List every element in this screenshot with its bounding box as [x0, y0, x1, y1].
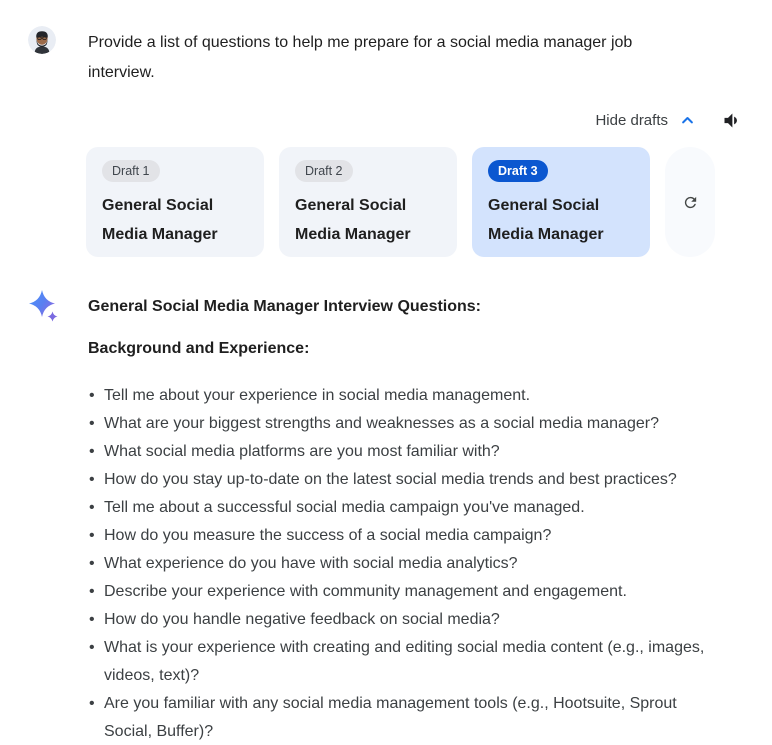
- response-heading: General Social Media Manager Interview Questions:: [88, 298, 482, 315]
- hide-drafts-toggle[interactable]: [595, 112, 695, 129]
- draft-badge: Draft 2: [295, 160, 353, 182]
- question-item: • What social media platforms are you most familiar with?: [88, 438, 710, 466]
- regenerate-drafts-button[interactable]: [665, 147, 715, 257]
- hide-drafts-label: Hide drafts: [595, 112, 668, 129]
- user-avatar-image: [28, 26, 56, 54]
- question-item: • How do you handle negative feedback on social media?: [88, 606, 710, 634]
- user-message: [0, 0, 772, 88]
- question-item: • How do you stay up-to-date on the latest social media trends and best practices?: [88, 466, 710, 494]
- refresh-icon: [682, 194, 699, 211]
- speaker-icon: [721, 110, 742, 131]
- draft-badge: Draft 3: [488, 160, 548, 182]
- question-item: • What are your biggest strengths and weaknesses as a social media manager?: [88, 410, 710, 438]
- gemini-sparkle-icon: [26, 287, 62, 745]
- draft-card-1[interactable]: [86, 147, 264, 257]
- question-item: • Tell me about a successful social media campaign you've managed.: [88, 494, 710, 522]
- response-content: [88, 287, 710, 745]
- draft-title: General Social Media Manager: [295, 197, 411, 243]
- model-response: [0, 287, 772, 745]
- response-subheading: Background and Experience:: [88, 340, 310, 357]
- question-item: • What experience do you have with social media analytics?: [88, 550, 710, 578]
- chevron-up-icon: [680, 113, 695, 128]
- drafts-header: [0, 110, 772, 131]
- drafts-carousel: [86, 147, 772, 257]
- draft-badge: Draft 1: [102, 160, 160, 182]
- question-item: • Are you familiar with any social media management tools (e.g., Hootsuite, Sprout Social, Buffer)?: [88, 690, 710, 745]
- question-list: [88, 382, 710, 745]
- draft-card-3-selected[interactable]: [472, 147, 650, 257]
- question-item: • Tell me about your experience in social media management.: [88, 382, 710, 410]
- question-item: • How do you measure the success of a social media campaign?: [88, 522, 710, 550]
- read-aloud-button[interactable]: [721, 110, 742, 131]
- question-item: • What is your experience with creating and editing social media content (e.g., images, videos, text)?: [88, 634, 710, 690]
- draft-card-2[interactable]: [279, 147, 457, 257]
- user-prompt-text: Provide a list of questions to help me prepare for a social media manager job interview.: [88, 34, 633, 81]
- draft-title: General Social Media Manager: [488, 197, 604, 243]
- user-avatar: [28, 26, 56, 54]
- draft-title: General Social Media Manager: [102, 197, 218, 243]
- question-item: • Describe your experience with community management and engagement.: [88, 578, 710, 606]
